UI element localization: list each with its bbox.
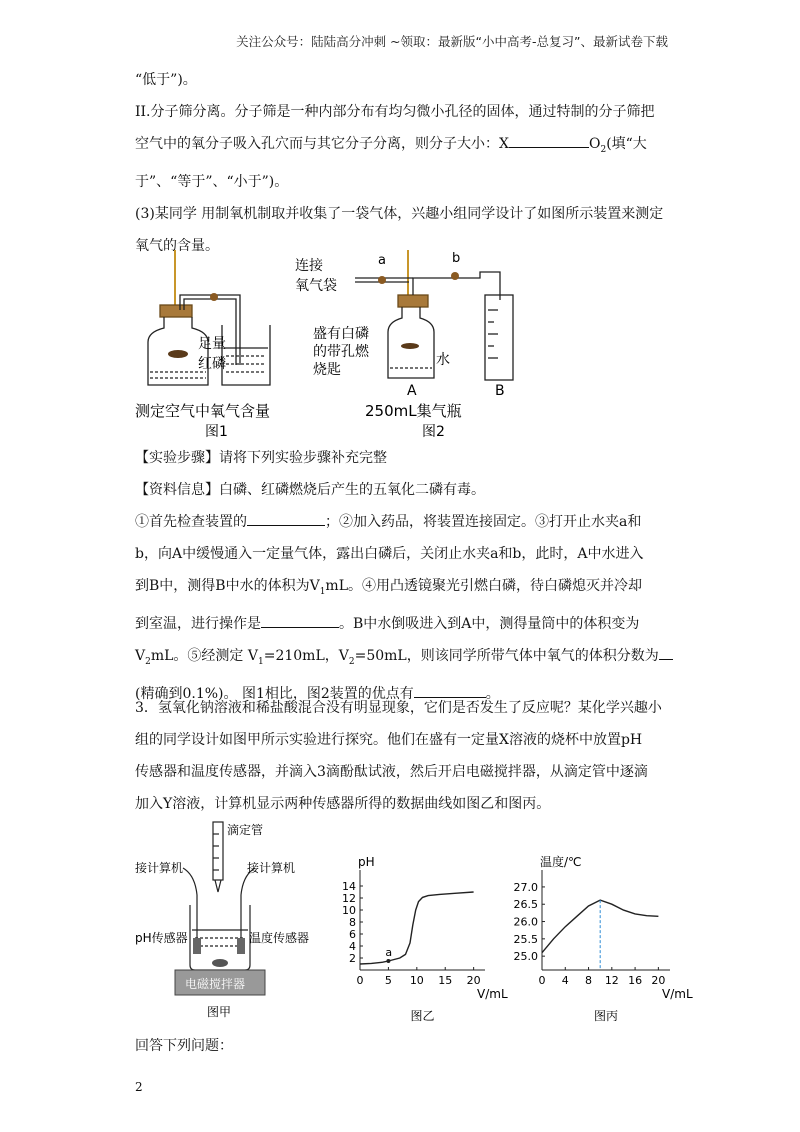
text-line: (3)某同学 用制氧机制取并收集了一袋气体，兴趣小组同学设计了如图所示装置来测定: [135, 205, 664, 222]
y-tick-label: 10: [342, 904, 356, 917]
y-tick-label: 27.0: [513, 880, 538, 894]
label-spoon-2: 的带孔燃: [313, 344, 369, 360]
ph-sensor-icon: [193, 938, 201, 954]
label-computer-right: 接计算机: [247, 861, 296, 875]
label-a: a: [378, 253, 386, 268]
fig-jia-caption: 图甲: [207, 1005, 232, 1019]
text-line: b，向A中缓慢通入一定量气体，露出白磷后，关闭止水夹a和b，此时，A中水进入: [135, 546, 644, 562]
text-line: (精确到0.1%)。 图1相比，图2装置的优点有 。: [135, 678, 675, 710]
y-tick-label: 14: [342, 880, 356, 893]
label-computer-left: 接计算机: [135, 861, 184, 875]
answer-blank[interactable]: [509, 133, 589, 148]
y-tick-label: 26.5: [513, 898, 538, 912]
x-axis-label: V/mL: [662, 987, 693, 1001]
fig1-number: 图1: [205, 424, 228, 440]
chart-caption: 图乙: [410, 1009, 435, 1023]
text-line: 加入Y溶液，计算机显示两种传感器所得的数据曲线如图乙和图丙。: [135, 796, 551, 812]
page-header: 关注公众号：陆陆高分冲刺 ~领取：最新版“小中高考-总复习”、最新试卷下载: [236, 34, 668, 49]
text-block-answer: [135, 1030, 675, 1062]
apparatus-figure-1-2: [130, 250, 530, 450]
label-connect: 连接: [295, 258, 323, 274]
label-water: 水: [436, 352, 450, 368]
spoon-icon: [401, 343, 419, 349]
text-block-steps: [135, 442, 675, 710]
clamp-icon: [210, 293, 218, 301]
answer-blank[interactable]: [247, 511, 325, 526]
ph-chart: [340, 850, 510, 1023]
text-line: 空气中的氧分子吸入孔穴而与其它分子分离，则分子大小：X $O_2$(填“大: [135, 128, 675, 166]
point-a-label: a: [385, 946, 393, 959]
y-tick-label: 25.5: [513, 932, 538, 946]
page-number: 2: [135, 1080, 143, 1094]
apparatus-figure-jia: [135, 820, 330, 1020]
temp-sensor-icon: [237, 938, 245, 954]
label-phosphorus-2: 红磷: [198, 356, 226, 372]
label-spoon-3: 烧匙: [313, 362, 341, 378]
text-line: ①首先检查装置的 ；②加入药品，将装置连接固定。③打开止水夹a和: [135, 506, 675, 538]
y-tick-label: 2: [349, 952, 356, 965]
label-b: b: [452, 251, 461, 266]
clamp-a-icon: [378, 276, 386, 284]
text-line: 于”、“等于”、“小于”)。: [135, 173, 289, 190]
label-B: B: [495, 383, 505, 399]
label-phosphorus: 足量: [198, 336, 226, 352]
text-line: 到B中，测得B中水的体积为$V_1mL$。④用凸透镜聚光引燃白磷，待白磷熄灭并冷却: [135, 578, 642, 597]
text-line: 到室温，进行操作是 。B中水倒吸进入到A中，测得量筒中的体积变为: [135, 608, 675, 640]
data-point-a: [386, 959, 390, 963]
x-tick-label: 15: [438, 974, 453, 987]
x-tick-label: 0: [538, 974, 546, 987]
x-tick-label: 10: [409, 974, 424, 987]
clamp-b-icon: [451, 272, 459, 280]
label-oxygen-bag: 氧气袋: [295, 278, 337, 294]
y-tick-label: 25.0: [513, 950, 538, 964]
x-tick-label: 20: [466, 974, 481, 987]
text-line: “低于”)。: [135, 72, 197, 88]
text-line: II.分子筛分离。分子筛是一种内部分布有均匀微小孔径的固体，通过特制的分子筛把: [135, 104, 655, 120]
label-temp-sensor: 温度传感器: [249, 931, 310, 945]
label-spoon-1: 盛有白磷: [313, 326, 369, 342]
fig2-number: 图2: [422, 424, 445, 440]
x-tick-label: 5: [384, 974, 392, 987]
y-tick-label: 6: [349, 928, 356, 941]
text-line: 3．氢氧化钠溶液和稀盐酸混合没有明显现象，它们是否发生了反应呢？某化学兴趣小: [135, 700, 662, 716]
text-line: 【资料信息】白磷、红磷燃烧后产生的五氧化二磷有毒。: [135, 482, 485, 498]
x-tick-label: 16: [628, 974, 643, 987]
fig1-caption: 测定空气中氧气含量: [135, 402, 271, 420]
x-tick-label: 8: [585, 974, 593, 987]
text-line: 组的同学设计如图甲所示实验进行探究。他们在盛有一定量X溶液的烧杯中放置pH: [135, 732, 643, 748]
text-block-top: [135, 64, 675, 262]
answer-blank[interactable]: [261, 613, 339, 628]
label-stirrer: 电磁搅拌器: [185, 977, 246, 991]
x-tick-label: 20: [651, 974, 666, 987]
y-tick-label: 26.0: [513, 915, 538, 929]
text-block-q3: [135, 692, 675, 820]
label-ph-sensor: pH传感器: [135, 931, 188, 945]
x-tick-label: 12: [604, 974, 619, 987]
spoon-icon: [168, 350, 188, 358]
y-tick-label: 4: [349, 940, 356, 953]
label-A: A: [407, 383, 417, 399]
text-line: 【实验步骤】请将下列实验步骤补充完整: [135, 450, 387, 466]
y-tick-label: 8: [349, 916, 356, 929]
text-line: 氧气的含量。: [135, 237, 219, 254]
text-line: 传感器和温度传感器，并滴入3滴酚酞试液，然后开启电磁搅拌器，从滴定管中逐滴: [135, 764, 648, 780]
x-tick-label: 0: [356, 974, 364, 987]
text-line: $V_2mL$。⑤经测定 $V_1=210mL$，$V_2=50mL$，则该同学所带气体中氧气的体积分数为: [135, 640, 675, 678]
stir-bar-icon: [212, 959, 228, 967]
y-axis-label: 温度/℃: [540, 855, 582, 869]
y-tick-label: 12: [342, 892, 356, 905]
x-tick-label: 4: [561, 974, 569, 987]
label-burette: 滴定管: [227, 823, 264, 837]
text-line: 回答下列问题：: [135, 1038, 233, 1054]
fig2-caption: 250mL集气瓶: [365, 402, 462, 420]
chart-caption: 图丙: [593, 1009, 619, 1023]
x-axis-label: V/mL: [477, 987, 508, 1001]
temperature-chart: [513, 850, 695, 1023]
data-line: [360, 892, 474, 964]
answer-blank[interactable]: [659, 645, 673, 660]
y-axis-label: pH: [358, 855, 375, 869]
